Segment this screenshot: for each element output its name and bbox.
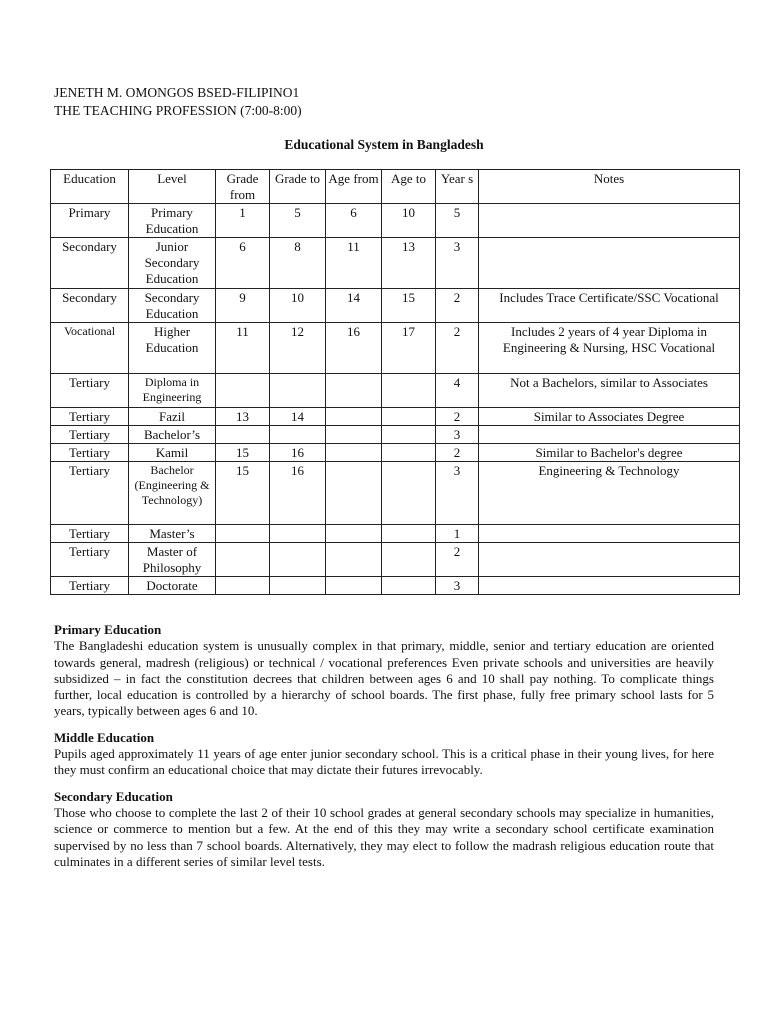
table-cell xyxy=(326,374,382,408)
table-cell: Master’s xyxy=(129,525,216,543)
table-row xyxy=(51,238,740,289)
table-cell xyxy=(382,462,436,525)
table-cell xyxy=(216,374,270,408)
table-cell xyxy=(382,426,436,444)
table-cell: 16 xyxy=(270,462,326,525)
section-heading: Middle Education xyxy=(54,729,155,745)
table-cell: Secondary Education xyxy=(129,289,216,323)
table-cell xyxy=(270,543,326,577)
table-cell xyxy=(382,577,436,595)
table-cell: 6 xyxy=(216,238,270,289)
table-cell: Similar to Bachelor's degree xyxy=(479,444,740,462)
table-cell: 15 xyxy=(216,462,270,525)
table-cell: 2 xyxy=(436,289,479,323)
table-cell xyxy=(326,462,382,525)
table-cell xyxy=(216,577,270,595)
table-row xyxy=(51,462,740,525)
table-cell: 17 xyxy=(382,323,436,374)
table-row xyxy=(51,426,740,444)
table-row xyxy=(51,374,740,408)
section-middle xyxy=(54,730,714,779)
section-secondary xyxy=(54,789,714,870)
table-cell xyxy=(382,543,436,577)
table-cell: 4 xyxy=(436,374,479,408)
table-row xyxy=(51,543,740,577)
table-cell: 3 xyxy=(436,426,479,444)
table-cell: 14 xyxy=(326,289,382,323)
table-row xyxy=(51,204,740,238)
table-cell: Includes 2 years of 4 year Diploma in Engineering & Nursing, HSC Vocational xyxy=(479,323,740,374)
section-heading: Secondary Education xyxy=(54,788,173,804)
table-cell: Tertiary xyxy=(51,444,129,462)
table-cell: 2 xyxy=(436,408,479,426)
table-cell: Engineering & Technology xyxy=(479,462,740,525)
table-cell: Tertiary xyxy=(51,426,129,444)
table-cell: Master of Philosophy xyxy=(129,543,216,577)
table-cell: Bachelor (Engineering & Technology) xyxy=(129,462,216,525)
table-cell xyxy=(326,408,382,426)
table-cell xyxy=(270,374,326,408)
table-cell: 3 xyxy=(436,238,479,289)
table-cell: Tertiary xyxy=(51,408,129,426)
table-row xyxy=(51,408,740,426)
table-cell: Secondary xyxy=(51,289,129,323)
column-header: Age to xyxy=(382,170,436,204)
table-cell: Tertiary xyxy=(51,525,129,543)
table-row xyxy=(51,525,740,543)
table-cell: 13 xyxy=(382,238,436,289)
table-cell: 14 xyxy=(270,408,326,426)
table-cell: Fazil xyxy=(129,408,216,426)
table-cell: Secondary xyxy=(51,238,129,289)
table-cell: 8 xyxy=(270,238,326,289)
course-line: THE TEACHING PROFESSION (7:00-8:00) xyxy=(54,103,302,118)
table-cell: Doctorate xyxy=(129,577,216,595)
table-cell: 2 xyxy=(436,543,479,577)
table-cell: Higher Education xyxy=(129,323,216,374)
article-body xyxy=(54,622,714,880)
table-cell: Tertiary xyxy=(51,462,129,525)
table-cell: Primary Education xyxy=(129,204,216,238)
table-cell xyxy=(216,426,270,444)
table-cell: 13 xyxy=(216,408,270,426)
table-header-row xyxy=(51,170,740,204)
section-paragraph: Pupils aged approximately 11 years of age enter junior secondary school. This is a critical phase in their young lives, for here they must confirm an educational choice that may dictate their futures irrevocably. xyxy=(54,746,714,778)
column-header: Year s xyxy=(436,170,479,204)
column-header: Education xyxy=(51,170,129,204)
table-cell xyxy=(216,525,270,543)
column-header: Notes xyxy=(479,170,740,204)
table-row xyxy=(51,323,740,374)
table-cell: 16 xyxy=(326,323,382,374)
table-cell: 5 xyxy=(270,204,326,238)
table-cell xyxy=(326,426,382,444)
table-cell xyxy=(479,525,740,543)
table-cell: 5 xyxy=(436,204,479,238)
column-header: Level xyxy=(129,170,216,204)
table-cell: Includes Trace Certificate/SSC Vocational xyxy=(479,289,740,323)
table-cell: Tertiary xyxy=(51,577,129,595)
table-cell xyxy=(326,525,382,543)
table-cell xyxy=(479,543,740,577)
section-paragraph: The Bangladeshi education system is unusually complex in that primary, middle, senior and tertiary education are oriented towards general, madresh (religious) or technical / vocational preferences Even private schools and universities are heavily subsidized – in fact the constitution decrees that children between ages 6 and 10 shall pay nothing. To complicate things further, local education is controlled by a hierarchy of school boards. The first phase, fully free primary school lasts for 5 years, typically between ages 6 and 10. xyxy=(54,638,714,719)
education-system-table xyxy=(50,169,740,595)
document-title: Educational System in Bangladesh xyxy=(284,137,484,152)
table-cell xyxy=(270,426,326,444)
table-cell: 6 xyxy=(326,204,382,238)
table-cell: 2 xyxy=(436,323,479,374)
table-cell xyxy=(270,577,326,595)
table-cell: 3 xyxy=(436,462,479,525)
table-cell xyxy=(479,238,740,289)
table-cell: 2 xyxy=(436,444,479,462)
section-primary xyxy=(54,622,714,720)
table-cell: 10 xyxy=(270,289,326,323)
table-cell xyxy=(216,543,270,577)
author-line: JENETH M. OMONGOS BSED-FILIPINO1 xyxy=(54,85,300,100)
table-cell: Junior Secondary Education xyxy=(129,238,216,289)
table-cell xyxy=(382,525,436,543)
section-paragraph: Those who choose to complete the last 2 of their 10 school grades at general secondary schools may specialize in humanities, science or commerce to mention but a few. At the end of this they may write a secondary school certificate examination supervised by no less than 7 school boards. Alternatively, they may elect to follow the madrash religious education route that culminates in a different series of similar level tests. xyxy=(54,804,714,869)
table-cell: Diploma in Engineering xyxy=(129,374,216,408)
table-row xyxy=(51,289,740,323)
table-cell: Primary xyxy=(51,204,129,238)
table-cell: 16 xyxy=(270,444,326,462)
table-cell: 12 xyxy=(270,323,326,374)
section-heading: Primary Education xyxy=(54,622,162,637)
table-cell: 15 xyxy=(382,289,436,323)
table-cell: 9 xyxy=(216,289,270,323)
table-cell: 10 xyxy=(382,204,436,238)
table-cell: 11 xyxy=(326,238,382,289)
table-cell: 3 xyxy=(436,577,479,595)
table-cell: 1 xyxy=(216,204,270,238)
table-cell: Not a Bachelors, similar to Associates xyxy=(479,374,740,408)
table-cell xyxy=(326,577,382,595)
column-header: Age from xyxy=(326,170,382,204)
table-cell: Similar to Associates Degree xyxy=(479,408,740,426)
column-header: Grade to xyxy=(270,170,326,204)
table-cell xyxy=(326,543,382,577)
table-row xyxy=(51,577,740,595)
column-header: Grade from xyxy=(216,170,270,204)
table-cell xyxy=(326,444,382,462)
table-cell xyxy=(479,577,740,595)
table-cell xyxy=(479,426,740,444)
table-cell: Tertiary xyxy=(51,543,129,577)
table-cell: 11 xyxy=(216,323,270,374)
table-cell: Bachelor’s xyxy=(129,426,216,444)
table-cell xyxy=(382,374,436,408)
table-cell xyxy=(270,525,326,543)
table-cell xyxy=(382,444,436,462)
table-cell: 1 xyxy=(436,525,479,543)
table-cell: Vocational xyxy=(51,323,129,374)
table-cell xyxy=(382,408,436,426)
table-cell: Tertiary xyxy=(51,374,129,408)
table-row xyxy=(51,444,740,462)
table-cell: 15 xyxy=(216,444,270,462)
table-cell xyxy=(479,204,740,238)
table-cell: Kamil xyxy=(129,444,216,462)
